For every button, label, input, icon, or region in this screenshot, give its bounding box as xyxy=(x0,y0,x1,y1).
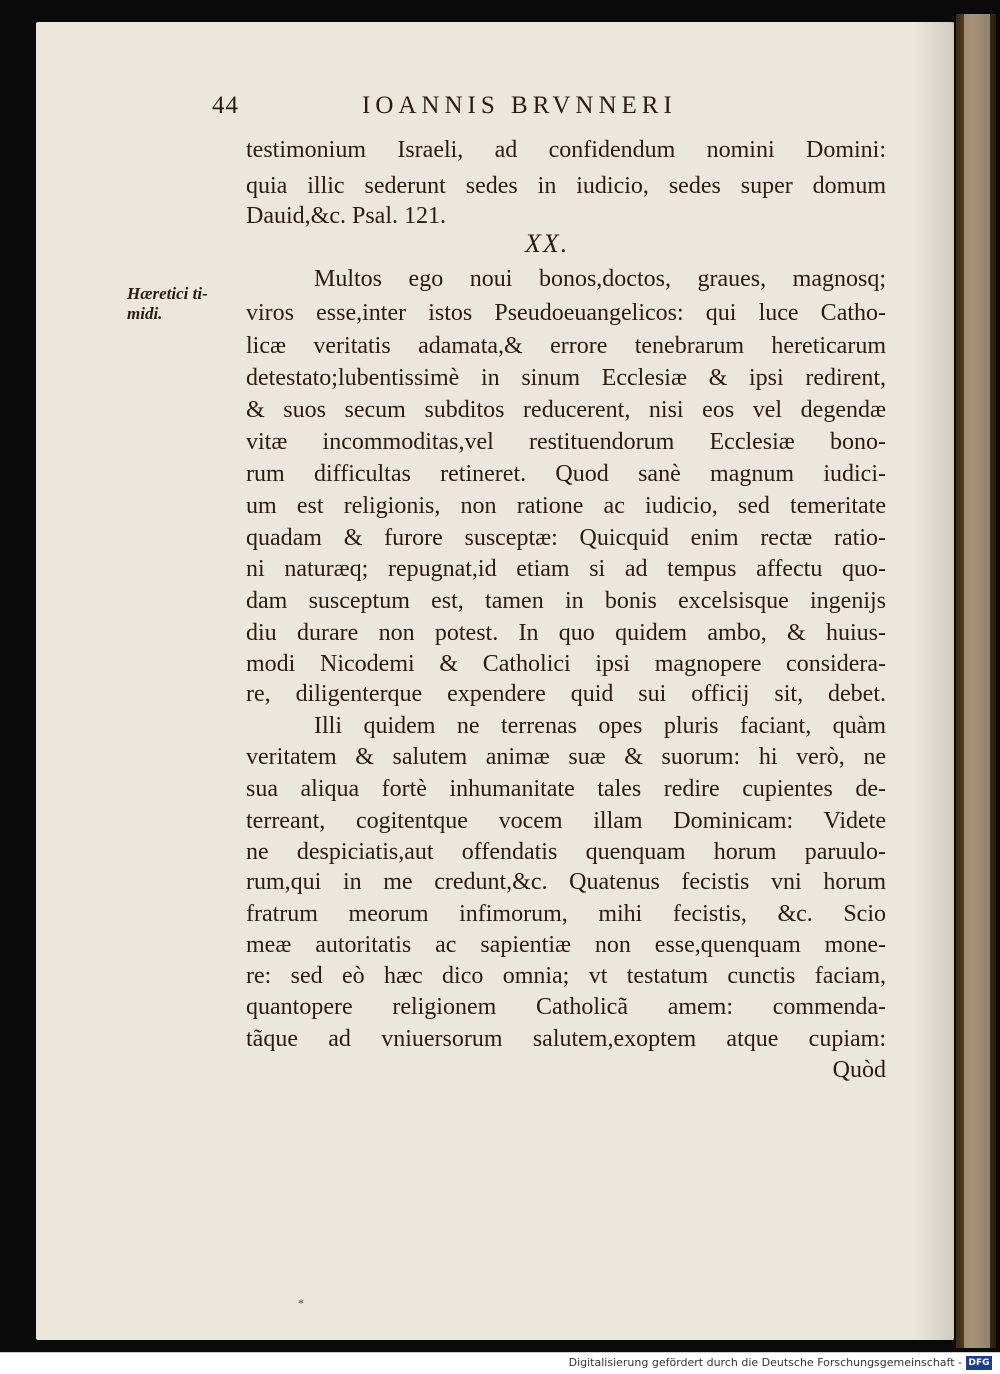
running-head xyxy=(212,92,772,122)
dfg-logo-icon[interactable]: DFG xyxy=(966,1356,992,1370)
page-leaf xyxy=(964,14,990,1348)
text-line: rum difficultas retineret. Quod sanè magnum iudici- xyxy=(246,461,886,487)
text-line: re, diligenterque expendere quid sui officij sit, debet. xyxy=(246,681,886,707)
footer-credit: Digitalisierung gefördert durch die Deutsche Forschungsgemeinschaft - xyxy=(568,1356,962,1369)
text-line: vitæ incommoditas,vel restituendorum Ecclesiæ bono- xyxy=(246,429,886,455)
catchword: Quòd xyxy=(832,1057,886,1083)
text-line: quantopere religionem Catholicã amem: commenda- xyxy=(246,994,886,1020)
page-number: 44 xyxy=(212,92,239,119)
text-line: terreant, cogitentque vocem illam Dominicam: Videte xyxy=(246,808,886,834)
running-title: IOANNIS BRVNNERI xyxy=(362,92,677,119)
text-line: tãque ad vniuersorum salutem,exoptem atque cupiam: xyxy=(246,1026,886,1052)
section-heading: XX. xyxy=(525,229,570,258)
text-line: rum,qui in me credunt,&c. Quatenus fecistis vni horum xyxy=(246,869,886,895)
text-line: licæ veritatis adamata,& errore tenebrarum hereticarum xyxy=(246,333,886,359)
text-line: sua aliqua fortè inhumanitate tales redire cupientes de- xyxy=(246,776,886,802)
facing-page-edge xyxy=(956,14,996,1348)
text-line: & suos secum subditos reducerent, nisi eos vel degendæ xyxy=(246,397,886,423)
marginal-note-text: Hæretici ti- midi. xyxy=(127,284,208,323)
footer-bar xyxy=(0,1352,1000,1374)
printer-ornament: * xyxy=(298,1296,304,1310)
text-line: Illi quidem ne terrenas opes pluris faciant, quàm xyxy=(314,713,886,739)
text-line: diu durare non potest. In quo quidem ambo, & huius- xyxy=(246,620,886,646)
text-line: veritatem & salutem animæ suæ & suorum: hi verò, ne xyxy=(246,744,886,770)
text-line: ne despiciatis,aut offendatis quenquam horum paruulo- xyxy=(246,839,886,865)
text-line: meæ autoritatis ac sapientiæ non esse,quenquam mone- xyxy=(246,932,886,958)
text-line: dam susceptum est, tamen in bonis excelsisque ingenijs xyxy=(246,588,886,614)
text-line: detestato;lubentissimè in sinum Ecclesiæ & ipsi redirent, xyxy=(246,365,886,391)
marginal-note xyxy=(127,284,237,324)
text-line: ni naturæq; repugnat,id etiam si ad tempus affectu quo- xyxy=(246,556,886,582)
text-line: um est religionis, non ratione ac iudicio, sed temeritate xyxy=(246,493,886,519)
text-line: viros esse,inter istos Pseudoeuangelicos: qui luce Catho- xyxy=(246,300,886,326)
page-gutter-shade xyxy=(914,22,954,1340)
text-line: fratrum meorum infimorum, mihi fecistis, &c. Scio xyxy=(246,901,886,927)
text-line: Multos ego noui bonos,doctos, graues, magnosq; xyxy=(314,266,886,292)
text-line: re: sed eò hæc dico omnia; vt testatum cunctis faciam, xyxy=(246,963,886,989)
text-line: quadam & furore susceptæ: Quicquid enim rectæ ratio- xyxy=(246,525,886,551)
text-line: modi Nicodemi & Catholici ipsi magnopere considera- xyxy=(246,651,886,677)
text-line: Dauid,&c. Psal. 121. xyxy=(246,203,446,229)
text-line: quia illic sederunt sedes in iudicio, sedes super domum xyxy=(246,173,886,199)
text-line: testimonium Israeli, ad confidendum nomini Domini: xyxy=(246,137,886,163)
